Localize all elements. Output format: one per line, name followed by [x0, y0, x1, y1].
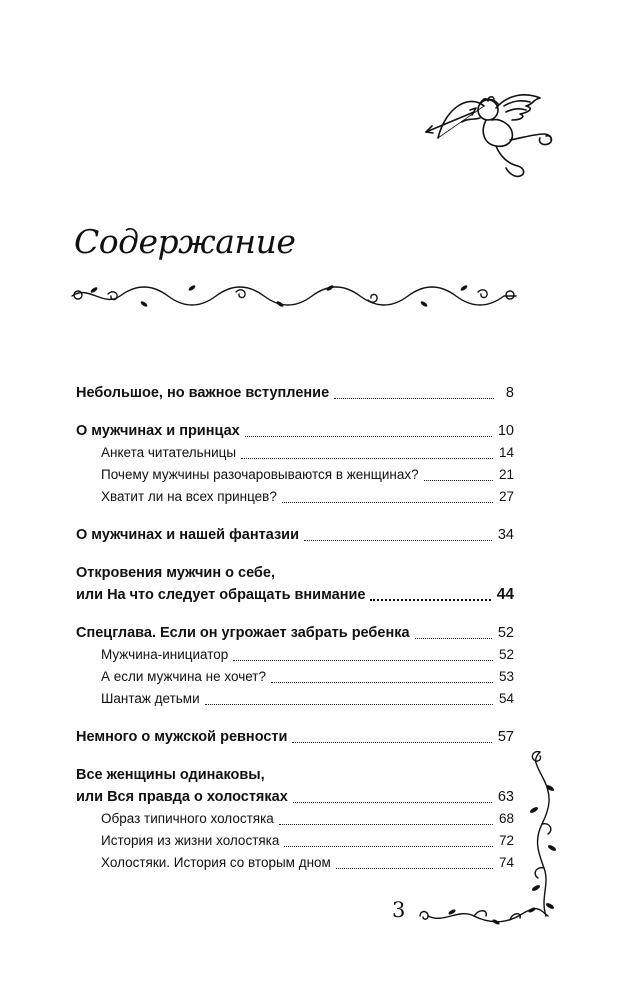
footer-ornament	[414, 900, 550, 930]
toc-subentry[interactable]	[76, 442, 514, 464]
toc-entry-title: или На что следует обращать внимание	[76, 587, 366, 603]
toc-entry-title: Немного о мужской ревности	[76, 729, 288, 745]
toc-page-number: 52	[497, 625, 514, 641]
toc-page-number: 10	[497, 423, 514, 439]
toc-entry-title: Хватит ли на всех принцев?	[101, 489, 277, 504]
toc-subentry[interactable]	[76, 852, 514, 874]
toc-leader	[424, 480, 493, 481]
toc-page-number: 8	[505, 385, 514, 401]
toc-entry-title: О мужчинах и нашей фантазии	[76, 527, 299, 543]
toc-entry-title: Холостяки. История со вторым дном	[101, 855, 331, 870]
toc-leader	[282, 502, 493, 503]
toc-entry[interactable]	[76, 524, 514, 546]
toc-leader	[245, 436, 492, 437]
toc-subentry[interactable]	[76, 644, 514, 666]
toc-subentry[interactable]	[76, 666, 514, 688]
toc-page-number: 72	[498, 833, 514, 848]
toc-page-number: 21	[498, 467, 514, 482]
toc-leader	[205, 704, 493, 705]
toc-page-number: 68	[498, 811, 514, 826]
toc-page-number: 63	[497, 789, 514, 805]
toc-entry-title: О мужчинах и принцах	[76, 423, 240, 439]
toc-entry-title: История из жизни холостяка	[101, 833, 280, 848]
toc-leader	[336, 868, 493, 869]
toc-subentry[interactable]	[76, 808, 514, 830]
toc-page-number: 53	[498, 669, 514, 684]
toc-subentry[interactable]	[76, 486, 514, 508]
toc-entry[interactable]	[76, 420, 514, 442]
toc-entry-title: Анкета читательницы	[101, 445, 237, 460]
toc-leader	[292, 742, 491, 743]
toc-subentry[interactable]	[76, 830, 514, 852]
cupid-illustration	[422, 88, 562, 188]
toc-entry[interactable]	[76, 786, 514, 808]
toc-page-number: 27	[498, 489, 514, 504]
toc-title: Содержание	[74, 222, 296, 261]
toc-page-number: 44	[496, 586, 514, 603]
toc-entry[interactable]	[76, 622, 514, 644]
toc-leader	[293, 802, 492, 803]
toc-leader	[233, 660, 493, 661]
ornamental-divider	[68, 278, 520, 312]
toc-page-number: 54	[498, 691, 514, 706]
toc-entry-title: Образ типичного холостяка	[101, 811, 274, 826]
toc-leader	[284, 846, 493, 847]
toc-entry-title: Небольшое, но важное вступление	[76, 385, 330, 401]
toc-entry-title: Почему мужчины разочаровываются в женщинах?	[101, 467, 419, 482]
toc-subentry[interactable]	[76, 464, 514, 486]
toc-entry-title-line1[interactable]: Откровения мужчин о себе,	[76, 565, 275, 581]
toc-subentry[interactable]	[76, 688, 514, 710]
toc-leader	[334, 398, 494, 399]
toc-entry-title: или Вся правда о холостяках	[76, 789, 288, 805]
toc-leader	[370, 599, 490, 601]
toc-entry-title-line1[interactable]: Все женщины одинаковы,	[76, 767, 265, 783]
toc-page-number: 74	[498, 855, 514, 870]
toc-entry-title: Мужчина-инициатор	[101, 647, 229, 662]
toc-leader	[271, 682, 493, 683]
toc-entry[interactable]	[76, 382, 514, 404]
table-of-contents	[76, 382, 514, 874]
toc-page-number: 57	[497, 729, 514, 745]
toc-entry-title: Шантаж детьми	[101, 691, 200, 706]
toc-entry[interactable]	[76, 726, 514, 748]
toc-entry-title: А если мужчина не хочет?	[101, 669, 266, 684]
toc-page-number: 14	[498, 445, 514, 460]
toc-page-number: 34	[497, 527, 514, 543]
toc-entry-title: Спецглава. Если он угрожает забрать ребенка	[76, 625, 410, 641]
toc-leader	[241, 458, 493, 459]
toc-leader	[415, 638, 492, 639]
vine-ornament	[510, 748, 556, 918]
page-number: 3	[392, 898, 406, 922]
toc-leader	[304, 540, 492, 541]
toc-entry[interactable]	[76, 584, 514, 606]
toc-page-number: 52	[498, 647, 514, 662]
toc-leader	[279, 824, 493, 825]
